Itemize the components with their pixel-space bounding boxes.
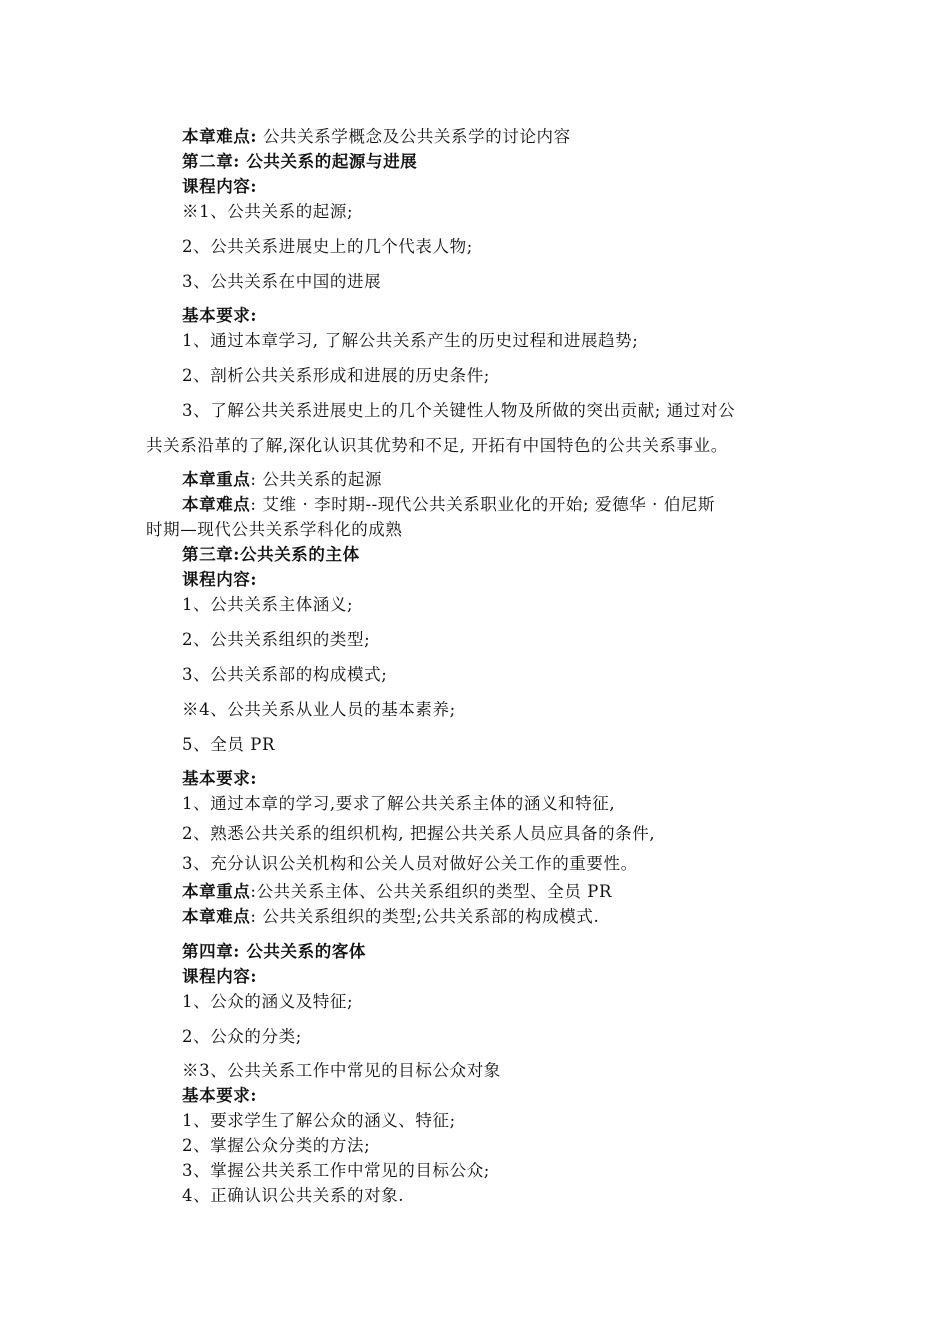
text-line [182,906,599,928]
text-line [182,469,382,491]
text-line: 时期—现代公共关系学科化的成熟 [146,520,403,539]
text-line: 2、掌握公众分类的方法; [182,1136,371,1155]
text-line: 2、公共关系组织的类型; [182,630,371,649]
section-label: 基本要求: [182,769,258,788]
section-label: 课程内容: [182,967,258,986]
text-line: ※3、公共关系工作中常见的目标公众对象 [182,1061,501,1080]
text-line: 1、公众的涵义及特征; [182,992,354,1011]
section-label: 基本要求: [182,306,258,325]
text-line: 5、全员 PR [182,735,275,754]
text-line [182,126,571,148]
label: 本章重点 [182,882,251,901]
text-line: 2、公共关系进展史上的几个代表人物; [182,237,473,256]
chapter-heading: 第二章: 公共关系的起源与进展 [182,152,418,171]
text-line: 3、公共关系在中国的进展 [182,272,382,291]
text-line: 1、通过本章学习, 了解公共关系产生的历史过程和进展趋势; [182,331,639,350]
text-line: 3、公共关系部的构成模式; [182,665,388,684]
text-line: 1、通过本章的学习,要求了解公共关系主体的涵义和特征, [182,794,616,813]
label: 本章难点: [182,127,258,146]
line-text: :公共关系主体、公共关系组织的类型、全员 PR [250,882,613,901]
text-line: 4、正确认识公共关系的对象. [182,1186,405,1205]
section-label: 基本要求: [182,1086,258,1105]
line-text: : 艾维 · 李时期--现代公共关系职业化的开始; 爱德华 · 伯尼斯 [250,495,716,514]
label: 本章难点 [182,907,251,926]
text-line: 1、要求学生了解公众的涵义、特征; [182,1111,456,1130]
chapter-heading: 第四章: 公共关系的客体 [182,942,367,961]
text-line: 共关系沿革的了解,深化认识其优势和不足, 开拓有中国特色的公共关系事业。 [146,436,728,455]
text-line [182,881,612,903]
text-line: 3、了解公共关系进展史上的几个关键性人物及所做的突出贡献; 通过对公 [182,401,736,420]
label: 本章重点 [182,470,251,489]
text-line: 1、公共关系主体涵义; [182,595,354,614]
text-line: 2、剖析公共关系形成和进展的历史条件; [182,366,490,385]
text-line [182,494,715,516]
section-label: 课程内容: [182,570,258,589]
text-line: ※1、公共关系的起源; [182,202,354,221]
section-label: 课程内容: [182,177,258,196]
text-line: 3、充分认识公关机构和公关人员对做好公关工作的重要性。 [182,854,638,873]
text-line: 2、公众的分类; [182,1027,302,1046]
line-text: : 公共关系的起源 [250,470,383,489]
line-text: : 公共关系组织的类型;公共关系部的构成模式. [250,907,600,926]
text-line: 2、熟悉公共关系的组织机构, 把握公共关系人员应具备的条件, [182,824,656,843]
text-line: ※4、公共关系从业人员的基本素养; [182,700,456,719]
label: 本章难点 [182,495,251,514]
chapter-heading: 第三章:公共关系的主体 [182,545,360,564]
line-text: 公共关系学概念及公共关系学的讨论内容 [257,127,571,146]
text-line: 3、掌握公共关系工作中常见的目标公众; [182,1161,490,1180]
